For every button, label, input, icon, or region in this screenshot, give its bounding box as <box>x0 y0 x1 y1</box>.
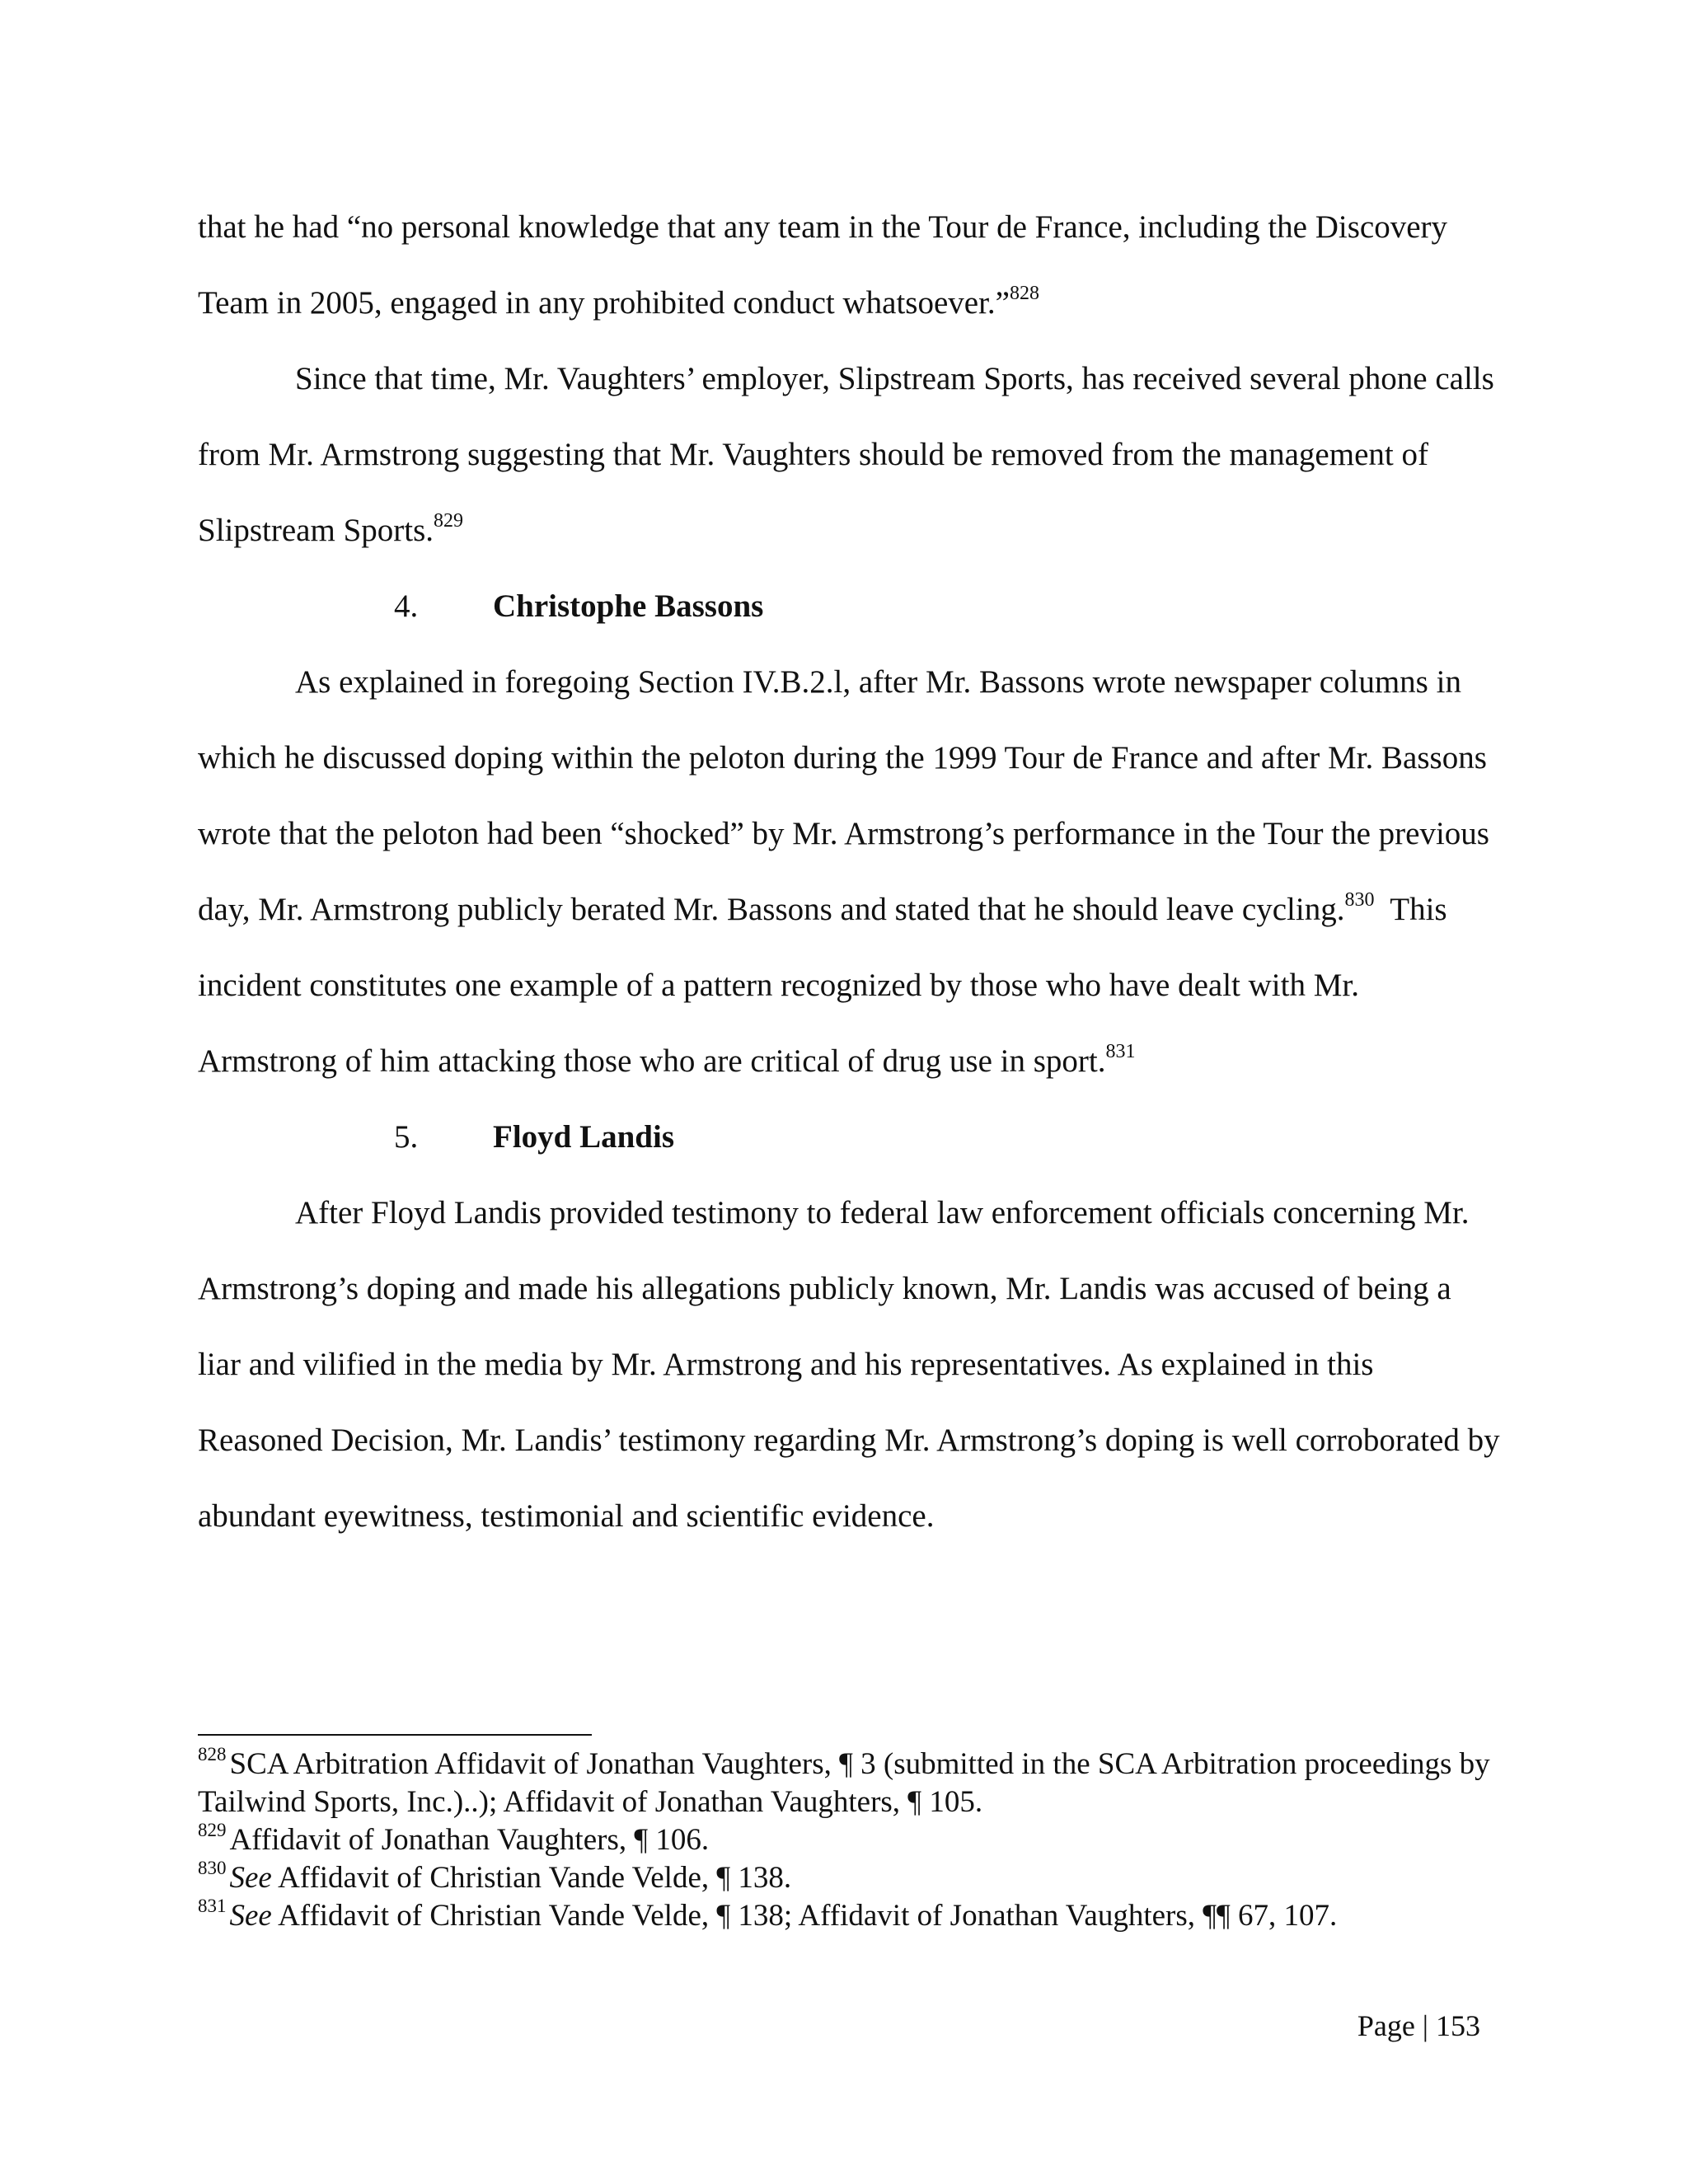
paragraph-text: As explained in foregoing Section IV.B.2.l, after Mr. Bassons wrote newspaper columns in which he discussed doping within the peloton during the 1999 Tour de France and after Mr. Bassons wrote that the peloton had been “shocked” by Mr. Armstrong’s performance in the Tour the previous day, Mr. Armstrong publicly berated Mr. Bassons and stated that he should leave cycling. <box>198 664 1489 927</box>
footnote-number: 829 <box>198 1820 227 1840</box>
section-title: Floyd Landis <box>493 1119 675 1155</box>
footnote-text: Affidavit of Christian Vande Velde, ¶ 138. <box>278 1861 792 1895</box>
section-number: 4. <box>394 588 419 624</box>
footnote-number: 830 <box>198 1858 227 1878</box>
footnote-831 <box>198 1897 1517 1935</box>
paragraph-bassons <box>198 644 1500 1099</box>
footnote-ref-828[interactable]: 828 <box>1009 283 1039 304</box>
paragraph-text: This incident constitutes one example of a pattern recognized by those who have dealt with Mr. Armstrong of him attacking those who are critical of drug use in sport. <box>198 892 1447 1079</box>
footnote-ref-830[interactable]: 830 <box>1344 889 1375 911</box>
footnote-text: SCA Arbitration Affidavit of Jonathan Vaughters, ¶ 3 (submitted in the SCA Arbitration proceedings by Tailwind Sports, Inc.)..); Affidavit of Jonathan Vaughters, ¶ 105. <box>198 1747 1490 1819</box>
body-text <box>198 190 1500 1554</box>
section-heading-floyd-landis <box>198 1099 1500 1175</box>
section-title: Christophe Bassons <box>493 588 764 624</box>
footnote-ref-831[interactable]: 831 <box>1105 1041 1136 1062</box>
page-number: Page | 153 <box>1357 2009 1480 2042</box>
footnote-divider <box>198 1734 592 1736</box>
paragraph-text: After Floyd Landis provided testimony to federal law enforcement officials concerning Mr. Armstrong’s doping and made his allegations publicly known, Mr. Landis was accused of being a liar and vilified in the media by Mr. Armstrong and his representatives. As explained in this Reasoned Decision, Mr. Landis’ testimony regarding Mr. Armstrong’s doping is well corroborated by abundant eyewitness, testimonial and scientific evidence. <box>198 1195 1500 1534</box>
paragraph-text: Since that time, Mr. Vaughters’ employer, Slipstream Sports, has received several phone calls from Mr. Armstrong suggesting that Mr. Vaughters should be removed from the management of Slipstream Sports. <box>198 361 1494 548</box>
paragraph-continuation <box>198 190 1500 341</box>
paragraph-text: that he had “no personal knowledge that any team in the Tour de France, including the Discovery Team in 2005, engaged in any prohibited conduct whatsoever.” <box>198 209 1448 321</box>
footnote-ref-829[interactable]: 829 <box>434 510 464 532</box>
paragraph-landis <box>198 1175 1500 1554</box>
footnote-830 <box>198 1859 1517 1897</box>
section-heading-christophe-bassons <box>198 569 1500 644</box>
footnote-829 <box>198 1821 1517 1859</box>
paragraph-vaughters-calls <box>198 341 1500 569</box>
citation-signal: See <box>229 1861 272 1895</box>
footnote-text: Affidavit of Jonathan Vaughters, ¶ 106. <box>229 1823 710 1857</box>
footnote-number: 828 <box>198 1744 227 1765</box>
citation-signal: See <box>229 1899 272 1933</box>
footnote-number: 831 <box>198 1896 227 1916</box>
section-number: 5. <box>394 1119 419 1155</box>
footnotes <box>198 1746 1517 1935</box>
footnote-text: Affidavit of Christian Vande Velde, ¶ 138; Affidavit of Jonathan Vaughters, ¶¶ 67, 107. <box>278 1899 1338 1933</box>
footnote-828 <box>198 1746 1517 1821</box>
